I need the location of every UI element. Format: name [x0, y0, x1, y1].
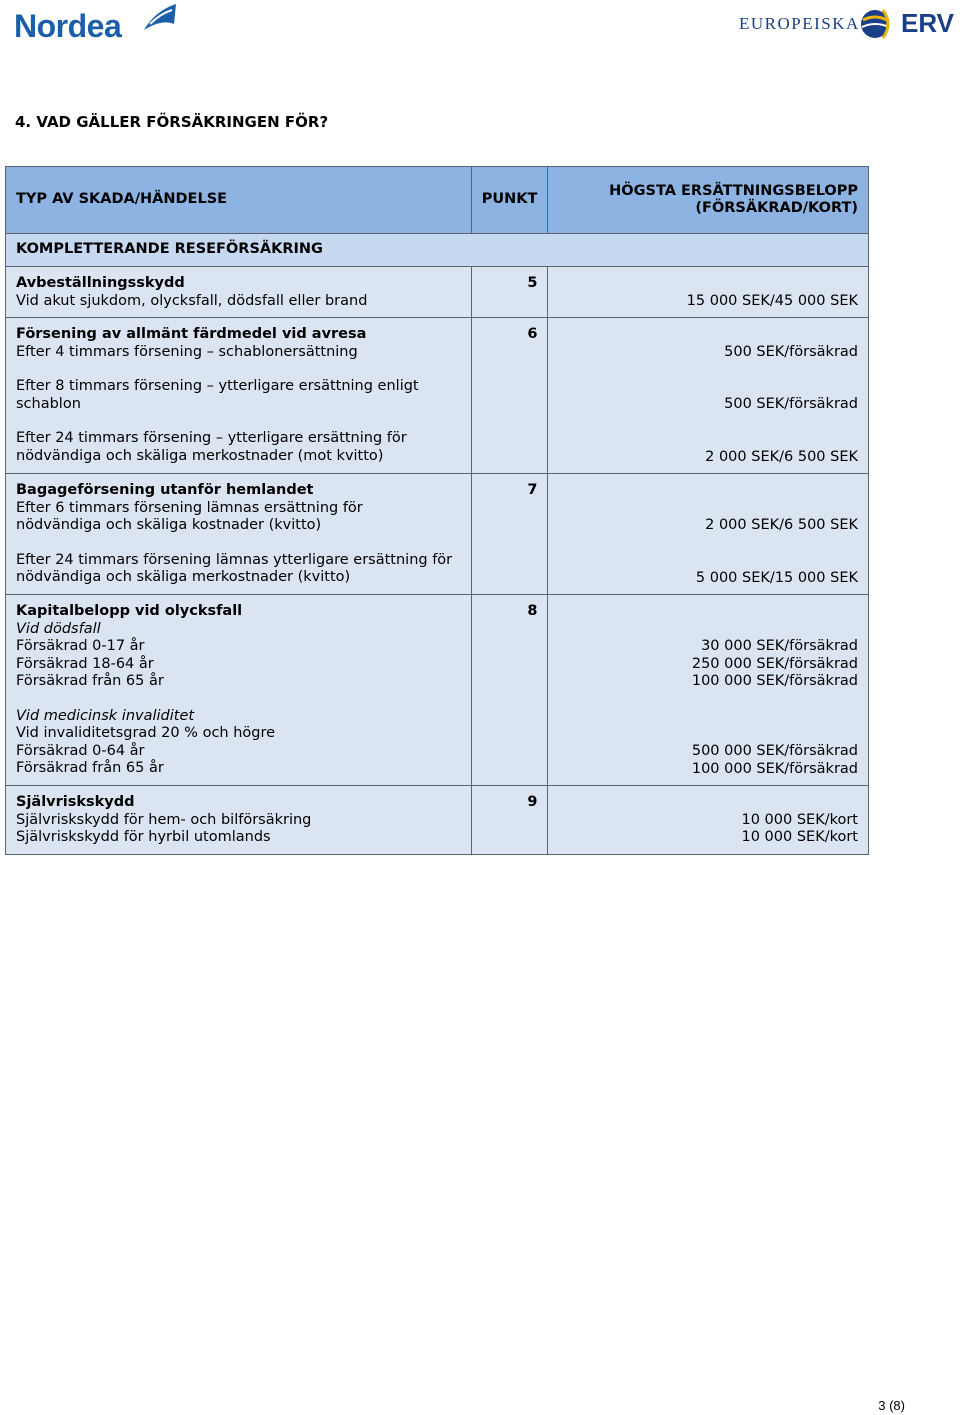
row-line: schablon: [16, 395, 81, 412]
coverage-table: [5, 166, 869, 855]
row-subheading: Vid dödsfall: [16, 620, 101, 637]
row-title: Kapitalbelopp vid olycksfall: [16, 603, 243, 619]
europeiska-logo-text: EUROPEISKA: [739, 14, 860, 33]
row-line: Försäkrad 0-17 år: [16, 638, 145, 654]
europeiska-erv-logo: [739, 6, 954, 42]
row-line: nödvändiga och skäliga merkostnader (mot kvitto): [16, 447, 384, 464]
amount-value: 2 000 SEK/6 500 SEK: [705, 517, 858, 533]
row-subheading: Vid medicinsk invaliditet: [16, 707, 195, 724]
row-amount: [548, 786, 869, 855]
row-title: Försening av allmänt färdmedel vid avresa: [16, 326, 367, 342]
row-point: 6: [471, 318, 548, 474]
amount-value: 500 SEK/försäkrad: [724, 396, 858, 412]
amount-value: 2 000 SEK/6 500 SEK: [705, 448, 858, 465]
row-line: Självriskskydd för hem- och bilförsäkring: [16, 811, 312, 828]
row-line: Efter 24 timmars försening – ytterligare ersättning för: [16, 430, 407, 446]
section-heading: KOMPLETTERANDE RESEFÖRSÄKRING: [6, 234, 869, 267]
amount-value: 250 000 SEK/försäkrad: [691, 655, 858, 672]
row-line: Vid invaliditetsgrad 20 % och högre: [16, 725, 276, 741]
row-line: Försäkrad från 65 år: [16, 673, 164, 689]
amount-value: 500 SEK/försäkrad: [724, 343, 858, 360]
row-amount: [548, 267, 869, 318]
row-description: [6, 318, 472, 474]
row-amount: [548, 595, 869, 786]
header-point: PUNKT: [471, 167, 548, 234]
table-row: [6, 595, 869, 786]
row-description: [6, 474, 472, 595]
row-amount: [548, 318, 869, 474]
nordea-logo: [14, 2, 179, 42]
nordea-sail-icon: [138, 2, 178, 36]
table-row: [6, 267, 869, 318]
table-header-row: [6, 167, 869, 234]
row-line: nödvändiga och skäliga kostnader (kvitto): [16, 517, 322, 533]
row-description: [6, 595, 472, 786]
row-point: 9: [471, 786, 548, 855]
row-line: Försäkrad 18-64 år: [16, 655, 154, 672]
erv-logo-text: ERV: [901, 8, 954, 38]
header-amount-line1: HÖGSTA ERSÄTTNINGSBELOPP: [609, 182, 858, 199]
row-point: 8: [471, 595, 548, 786]
row-line: Vid akut sjukdom, olycksfall, dödsfall eller brand: [16, 292, 368, 309]
erv-globe-icon: [859, 8, 893, 40]
row-point: 5: [471, 267, 548, 318]
row-line: Efter 8 timmars försening – ytterligare ersättning enligt: [16, 378, 419, 394]
amount-value: 100 000 SEK/försäkrad: [691, 673, 858, 689]
amount-value: 30 000 SEK/försäkrad: [701, 638, 858, 654]
page-number: 3 (8): [878, 1398, 905, 1413]
row-description: [6, 786, 472, 855]
table-row: [6, 786, 869, 855]
header-amount: [548, 167, 869, 234]
row-line: Försäkrad från 65 år: [16, 760, 164, 776]
table-section-row: [6, 234, 869, 267]
amount-value: 15 000 SEK/45 000 SEK: [686, 292, 858, 309]
row-line: Försäkrad 0-64 år: [16, 742, 145, 759]
header-type: TYP AV SKADA/HÄNDELSE: [6, 167, 472, 234]
nordea-logo-text: Nordea: [14, 8, 122, 44]
amount-value: 5 000 SEK/15 000 SEK: [695, 569, 858, 586]
row-description: [6, 267, 472, 318]
amount-value: 10 000 SEK/kort: [741, 829, 858, 845]
row-title: Avbeställningsskydd: [16, 275, 185, 291]
row-point: 7: [471, 474, 548, 595]
amount-value: 500 000 SEK/försäkrad: [691, 743, 858, 759]
amount-value: 10 000 SEK/kort: [741, 811, 858, 828]
row-line: Efter 24 timmars försening lämnas ytterligare ersättning för: [16, 551, 453, 568]
table-row: [6, 474, 869, 595]
row-title: Självriskskydd: [16, 794, 135, 810]
row-line: nödvändiga och skäliga merkostnader (kvitto): [16, 569, 351, 585]
row-amount: [548, 474, 869, 595]
row-title: Bagageförsening utanför hemlandet: [16, 482, 314, 498]
section-title: 4. VAD GÄLLER FÖRSÄKRINGEN FÖR?: [15, 113, 329, 131]
table-row: [6, 318, 869, 474]
row-line: Självriskskydd för hyrbil utomlands: [16, 829, 271, 845]
row-line: Efter 4 timmars försening – schablonersättning: [16, 343, 358, 360]
row-line: Efter 6 timmars försening lämnas ersättning för: [16, 499, 363, 516]
amount-value: 100 000 SEK/försäkrad: [691, 760, 858, 777]
header-amount-line2: (FÖRSÄKRAD/KORT): [695, 200, 858, 216]
